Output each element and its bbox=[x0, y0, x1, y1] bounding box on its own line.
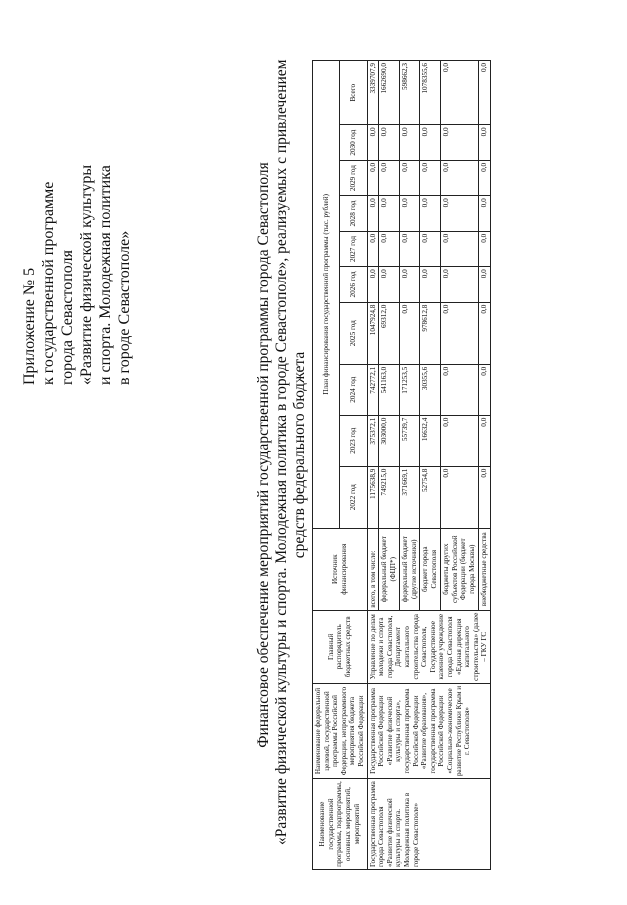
appendix-note bbox=[20, 25, 134, 385]
value-cell: 0,0 bbox=[379, 160, 400, 195]
value-cell: 598662,3 bbox=[399, 61, 420, 125]
value-cell: 0,0 bbox=[441, 267, 479, 302]
value-cell: 978612,8 bbox=[420, 302, 441, 364]
source-cell: внебюджетные средства bbox=[479, 528, 491, 610]
value-cell: 171253,5 bbox=[399, 364, 420, 415]
source-cell: всего, в том числе: bbox=[367, 528, 379, 610]
value-cell: 0,0 bbox=[367, 267, 379, 302]
title-line: Финансовое обеспечение мероприятий государственной программы города Севастополя bbox=[255, 162, 272, 748]
appendix-line: «Развитие физической культуры bbox=[78, 164, 95, 385]
value-cell: 371669,1 bbox=[399, 466, 420, 528]
source-cell: федеральный бюджет (ФЦП*) bbox=[379, 528, 400, 610]
value-cell: 0,0 bbox=[441, 415, 479, 466]
value-cell: 0,0 bbox=[441, 196, 479, 231]
value-cell: 0,0 bbox=[479, 160, 491, 195]
value-cell: 0,0 bbox=[420, 267, 441, 302]
value-cell: 30355,6 bbox=[420, 364, 441, 415]
value-cell: 0,0 bbox=[441, 231, 479, 266]
header-year: 2023 год bbox=[340, 415, 367, 466]
value-cell: 0,0 bbox=[367, 125, 379, 160]
value-cell: 0,0 bbox=[479, 196, 491, 231]
header-program-name: Наименование государственной программы, подпрограммы, основных мероприятий, мероприятий bbox=[313, 779, 368, 870]
value-cell: 52754,8 bbox=[420, 466, 441, 528]
header-admin: Главный распорядитель бюджетных средств bbox=[313, 610, 368, 683]
value-cell: 541163,0 bbox=[379, 364, 400, 415]
financing-table bbox=[312, 60, 491, 870]
value-cell: 0,0 bbox=[479, 302, 491, 364]
value-cell: 749215,0 bbox=[379, 466, 400, 528]
value-cell: 0,0 bbox=[441, 125, 479, 160]
value-cell: 303000,0 bbox=[379, 415, 400, 466]
header-total: Всего bbox=[340, 61, 367, 125]
value-cell: 0,0 bbox=[441, 364, 479, 415]
source-cell: бюджет города Севастополя bbox=[420, 528, 441, 610]
value-cell: 55739,7 bbox=[399, 415, 420, 466]
program-name-cell: Государственная программа города Севастополя «Развитие физической культуры и спорта. Молодежная политика в городе Севастополе» bbox=[367, 779, 490, 870]
value-cell: 0,0 bbox=[379, 231, 400, 266]
title-line: средств федерального бюджета bbox=[291, 351, 308, 559]
value-cell: 1662690,0 bbox=[379, 61, 400, 125]
value-cell: 375372,1 bbox=[367, 415, 379, 466]
value-cell: 0,0 bbox=[441, 160, 479, 195]
federal-program-cell: Государственная программа Российской Федерации «Развитие физической культуры и спорта», государственная программа Российской Федерации «Развитие образования», государственная программа Российской Федерации «Социально-экономическое развитие Республики Крым и г. Севастополя» bbox=[367, 683, 490, 778]
source-cell: бюджеты других субъектов Российской Федерации (бюджет города Москвы) bbox=[441, 528, 479, 610]
value-cell: 1078355,6 bbox=[420, 61, 441, 125]
value-cell: 0,0 bbox=[479, 61, 491, 125]
value-cell: 0,0 bbox=[479, 415, 491, 466]
table-row bbox=[367, 61, 379, 870]
value-cell: 0,0 bbox=[479, 466, 491, 528]
value-cell: 3339707,9 bbox=[367, 61, 379, 125]
value-cell: 0,0 bbox=[379, 196, 400, 231]
value-cell: 0,0 bbox=[367, 196, 379, 231]
header-row bbox=[313, 61, 340, 870]
value-cell: 0,0 bbox=[367, 231, 379, 266]
value-cell: 0,0 bbox=[479, 364, 491, 415]
header-federal-program: Наименование федеральной целевой, государственной программы Российской Федерации, непрограммного мероприятия бюджета Российской Федерации bbox=[313, 683, 368, 778]
appendix-line: города Севастополя bbox=[59, 250, 76, 385]
header-year: 2027 год bbox=[340, 231, 367, 266]
value-cell: 0,0 bbox=[399, 302, 420, 364]
admin-cell: Управление по делам молодежи и спорта города Севастополя, Департамент капитального строительства города Севастополя, Государственное казенное учреждение города Севастополя «Единая дирекция капитального строительства» (далее – ГКУ ГС bbox=[367, 610, 490, 683]
title-line: «Развитие физической культуры и спорта. Молодежная политика в городе Севастополе», реализуемых с привлечением bbox=[273, 59, 290, 845]
value-cell: 0,0 bbox=[420, 160, 441, 195]
value-cell: 0,0 bbox=[399, 196, 420, 231]
value-cell: 0,0 bbox=[399, 231, 420, 266]
appendix-line: Приложение № 5 bbox=[21, 267, 38, 385]
value-cell: 0,0 bbox=[379, 125, 400, 160]
header-year: 2025 год bbox=[340, 302, 367, 364]
value-cell: 0,0 bbox=[367, 160, 379, 195]
header-year: 2030 год bbox=[340, 125, 367, 160]
value-cell: 0,0 bbox=[479, 267, 491, 302]
appendix-line: к государственной программе bbox=[40, 181, 57, 385]
value-cell: 0,0 bbox=[441, 466, 479, 528]
value-cell: 1175638,9 bbox=[367, 466, 379, 528]
value-cell: 0,0 bbox=[479, 231, 491, 266]
value-cell: 742772,1 bbox=[367, 364, 379, 415]
appendix-line: и спорта. Молодежная политика bbox=[97, 165, 114, 385]
header-year: 2024 год bbox=[340, 364, 367, 415]
value-cell: 0,0 bbox=[420, 196, 441, 231]
value-cell: 0,0 bbox=[479, 125, 491, 160]
document-title bbox=[255, 59, 309, 845]
source-cell: федеральный бюджет (другие источники) bbox=[399, 528, 420, 610]
value-cell: 0,0 bbox=[441, 302, 479, 364]
header-year: 2028 год bbox=[340, 196, 367, 231]
value-cell: 0,0 bbox=[441, 61, 479, 125]
value-cell: 16632,4 bbox=[420, 415, 441, 466]
value-cell: 0,0 bbox=[420, 125, 441, 160]
value-cell: 69312,0 bbox=[379, 302, 400, 364]
value-cell: 0,0 bbox=[420, 231, 441, 266]
value-cell: 0,0 bbox=[379, 267, 400, 302]
header-plan: План финансирования государственной программы (тыс. рублей) bbox=[313, 61, 340, 529]
value-cell: 0,0 bbox=[399, 160, 420, 195]
appendix-line: в городе Севастополе» bbox=[116, 230, 133, 385]
value-cell: 0,0 bbox=[399, 267, 420, 302]
header-year: 2029 год bbox=[340, 160, 367, 195]
header-source: Источник финансирования bbox=[313, 528, 368, 610]
header-year: 2022 год bbox=[340, 466, 367, 528]
value-cell: 1047924,8 bbox=[367, 302, 379, 364]
header-year: 2026 год bbox=[340, 267, 367, 302]
value-cell: 0,0 bbox=[399, 125, 420, 160]
